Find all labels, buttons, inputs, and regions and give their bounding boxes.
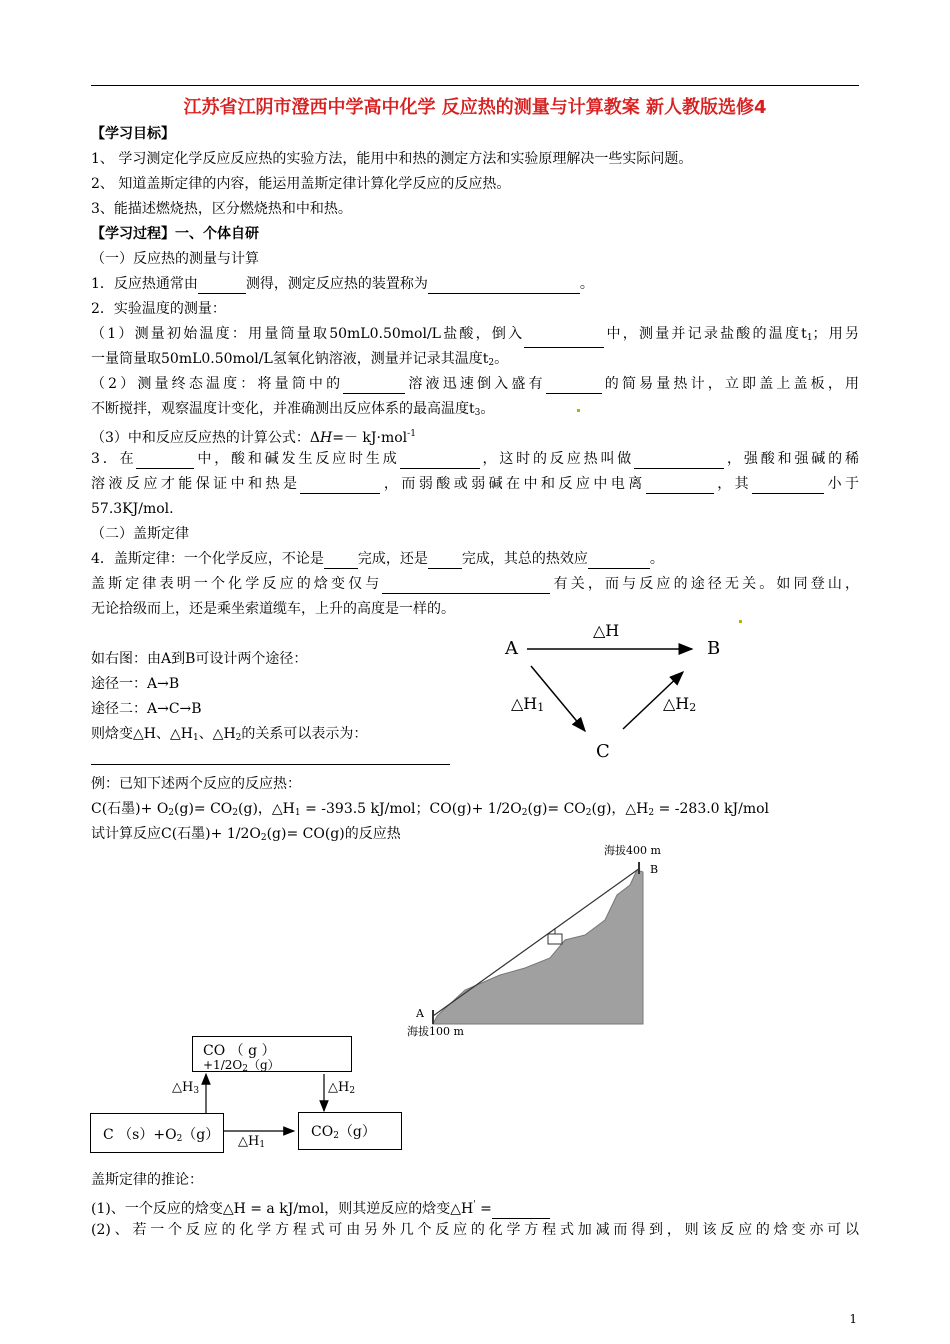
- answer-blank-line: [91, 764, 450, 765]
- co-box: [192, 1036, 352, 1072]
- co-box-line2: $+1/2O_2(g)$: [203, 1058, 280, 1074]
- example-equations: C(石墨)+ $O_2(g)= CO_2(g)$，$\triangle H_1 = -393.5$ kJ/mol；$CO(g)+ 1/2O_2(g)= CO_2(g)$，$\triangle H_2 = -283.0$ kJ/mol: [91, 801, 770, 818]
- example-heading: 例：已知下述两个反应的反应热：: [91, 776, 301, 792]
- goal-2: 2、 知道盖斯定律的内容，能运用盖斯定律计算化学反应的反应热。: [91, 176, 511, 192]
- question-1: 1．反应热通常由 测得，测定反应热的装置称为 。: [91, 276, 594, 292]
- co2-box: [298, 1112, 402, 1150]
- page-number: 1: [849, 1312, 857, 1326]
- calc-prompt: 试计算反应C(石墨)+ $1/2O_2(g)= CO(g)$的反应热: [91, 826, 401, 843]
- cycle-delta-h2-label: $\triangle H_2$: [328, 1080, 356, 1096]
- question-3-line2: 溶液反应才能保证中和热是 ，而弱酸或弱碱在中和反应中电离 ，其 小于: [91, 476, 860, 492]
- delta-h1-label: △H1: [511, 694, 545, 714]
- delta-h2-label: △H2: [663, 694, 697, 714]
- node-b: B: [707, 638, 721, 659]
- co-box-line1: CO （ g ）: [203, 1043, 276, 1059]
- goals-heading: 【学习目标】: [91, 126, 175, 142]
- question-2-3: （3）中和反应反应热的计算公式：ΔH=－ kJ·mol$^{-1}$: [91, 429, 416, 446]
- question-2: 2．实验温度的测量：: [91, 301, 226, 317]
- question-2-1-line2: 一量筒量取50mL0.50mol/L氢氧化钠溶液，测量并记录其温度$t_2$。: [91, 351, 509, 368]
- artifact-dot: [739, 620, 742, 623]
- point-a-label: A: [416, 1007, 424, 1020]
- energy-cycle-diagram: [88, 1030, 418, 1160]
- cycle-delta-h1-label: $\triangle H_1$: [238, 1134, 266, 1150]
- inference-heading: 盖斯定律的推论：: [91, 1172, 203, 1188]
- c-box: [90, 1113, 224, 1153]
- question-4-line2: 盖斯定律表明一个化学反应的焓变仅与 有关，而与反应的途径无关。如同登山，: [91, 576, 860, 592]
- cablecar-icon: [548, 934, 562, 944]
- altitude-top-label: 海拔400 m: [604, 844, 661, 857]
- path-relation: 则焓变△H、$\triangle H_1$、$\triangle H_2$的关系可以表示为：: [91, 726, 368, 743]
- node-a: A: [505, 638, 518, 659]
- inference-1: (1)、一个反应的焓变△H = a kJ/mol，则其逆反应的焓变△H' =: [91, 1195, 550, 1219]
- goal-1: 1、 学习测定化学反应反应热的实验方法，能用中和热的测定方法和实验原理解决一些实际问题。: [91, 151, 693, 167]
- mountain-shape: [433, 870, 643, 1024]
- section-2-heading: （二）盖斯定律: [91, 526, 189, 542]
- hess-triangle-diagram: [495, 616, 735, 766]
- altitude-bottom-label: 海拔100 m: [407, 1025, 464, 1038]
- mountain-drawing: [405, 840, 665, 1040]
- question-2-1-line1: （1）测量初始温度：用量筒量取50mL0.50mol/L盐酸，倒入 中，测量并记录盐酸的温度$t_1$；用另: [91, 324, 859, 348]
- artifact-dot: [577, 409, 580, 412]
- node-c: C: [596, 741, 610, 762]
- path-1: 途径一：A→B: [91, 676, 180, 692]
- point-b-label: B: [650, 863, 659, 876]
- header-rule: [91, 85, 859, 86]
- question-3-line3: 57.3KJ/mol.: [91, 501, 174, 517]
- process-heading: 【学习过程】一、个体自研: [91, 226, 259, 242]
- delta-h-label: △H: [593, 621, 620, 640]
- goal-3: 3、能描述燃烧热，区分燃烧热和中和热。: [91, 201, 352, 217]
- co2-box-text: $CO_2(g)$: [311, 1124, 376, 1141]
- question-4-line3: 无论拾级而上，还是乘坐索道缆车，上升的高度是一样的。: [91, 601, 455, 617]
- mountain-cablecar-illustration: [405, 840, 665, 1040]
- question-2-2-line2: 不断搅拌，观察温度计变化，并准确测出反应体系的最高温度$t_3$。: [91, 401, 495, 418]
- question-4-line1: 4．盖斯定律：一个化学反应，不论是 完成，还是 完成，其总的热效应 。: [91, 551, 664, 567]
- inference-2: (2)、若一个反应的化学方程式可由另外几个反应的化学方程式加减而得到，则该反应的焓变亦可以: [91, 1222, 859, 1238]
- path-intro: 如右图：由A到B可设计两个途径：: [91, 651, 308, 667]
- question-3-line1: 3．在 中，酸和碱发生反应时生成 ，这时的反应热叫做 ，强酸和强碱的稀: [91, 451, 860, 467]
- question-2-2-line1: （2）测量终态温度：将量筒中的 溶液迅速倒入盛有 的简易量热计，立即盖上盖板，用: [91, 376, 859, 392]
- delta-h3-label: $\triangle H_3$: [172, 1080, 200, 1096]
- path-2: 途径二：A→C→B: [91, 701, 202, 717]
- c-box-text: C $(s)+O_2(g)$: [103, 1127, 220, 1144]
- section-1-heading: （一）反应热的测量与计算: [91, 251, 259, 267]
- document-title: 江苏省江阴市澄西中学高中化学 反应热的测量与计算教案 新人教版选修4: [183, 97, 767, 118]
